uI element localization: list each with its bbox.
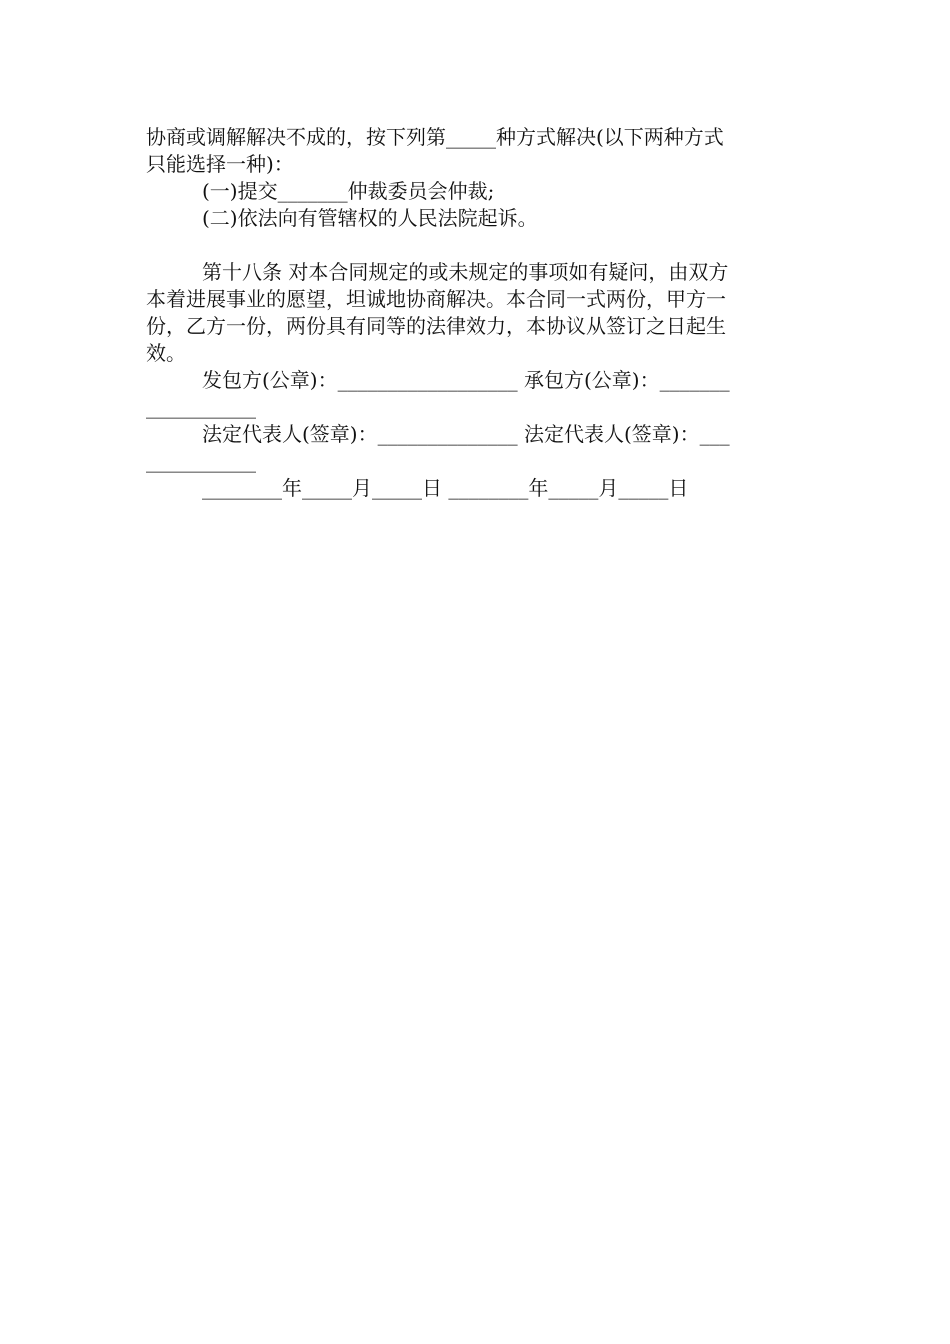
article-18-line: 第十八条 对本合同规定的或未规定的事项如有疑问，由双方 bbox=[202, 260, 729, 284]
option-one: (一)提交_______仲裁委员会仲裁; bbox=[202, 179, 495, 203]
signature-representative-tail: ___________ bbox=[146, 449, 256, 473]
article-18-line: 效。 bbox=[146, 341, 186, 365]
signature-contractor-tail: ___________ bbox=[146, 395, 256, 419]
article-18-line: 本着进展事业的愿望，坦诚地协商解决。本合同一式两份，甲方一 bbox=[146, 287, 726, 311]
date-line: ________年_____月_____日 ________年_____月_____日 bbox=[202, 476, 689, 500]
article-18-line: 份，乙方一份，两份具有同等的法律效力，本协议从签订之日起生 bbox=[146, 314, 726, 338]
document-body bbox=[146, 124, 806, 502]
option-two: (二)依法向有管辖权的人民法院起诉。 bbox=[202, 206, 538, 230]
paragraph-line: 只能选择一种)： bbox=[146, 152, 294, 176]
signature-contractor-line: 发包方(公章)：__________________ 承包方(公章)：_______ bbox=[202, 368, 730, 392]
signature-representative-line: 法定代表人(签章)：______________ 法定代表人(签章)：___ bbox=[202, 422, 730, 446]
paragraph-line: 协商或调解解决不成的，按下列第_____种方式解决(以下两种方式 bbox=[146, 125, 724, 149]
blank-line bbox=[146, 232, 806, 259]
